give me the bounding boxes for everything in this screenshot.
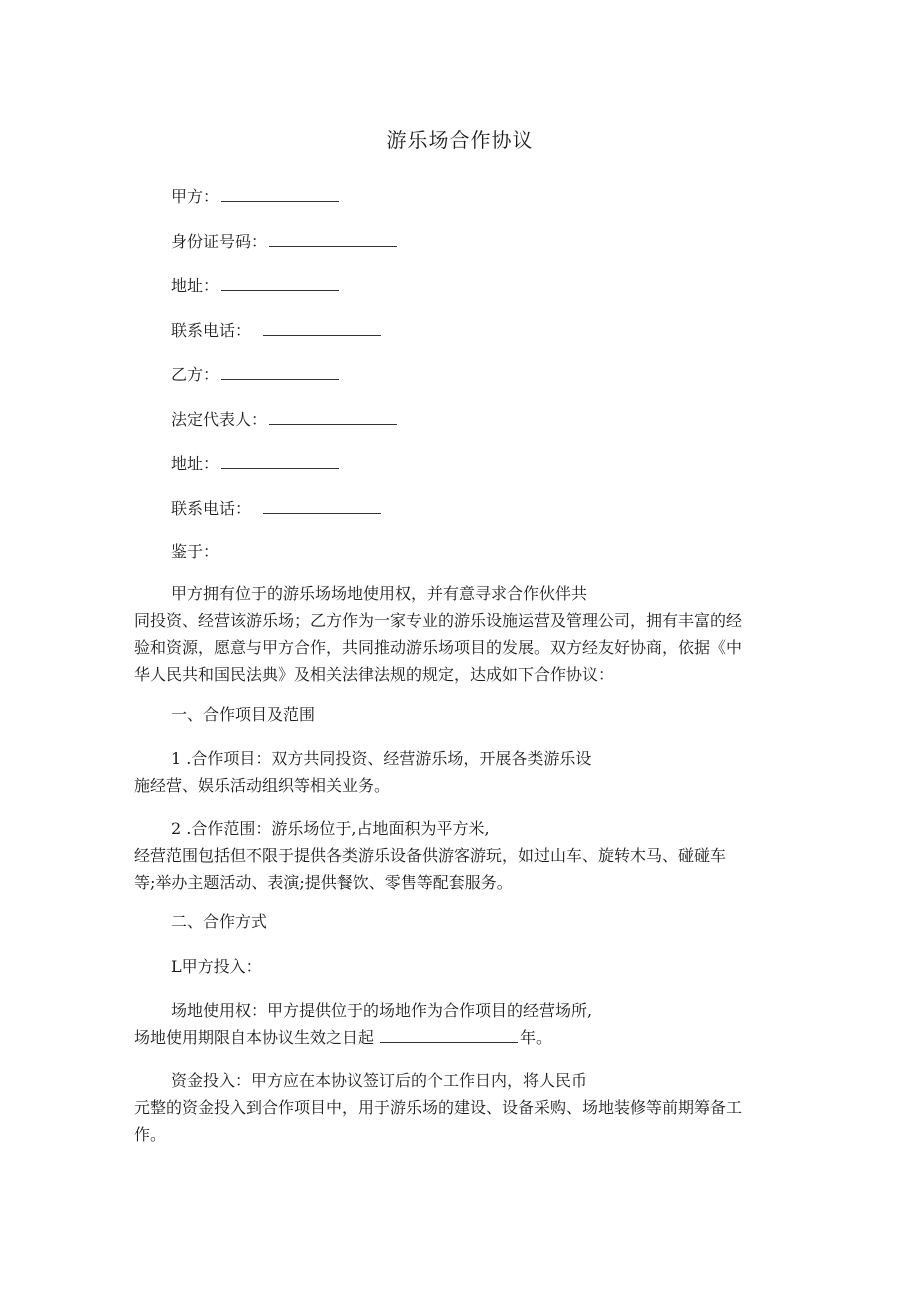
clause-2-line: 经营范围包括但不限于提供各类游乐设备供游客游玩，如过山车、旋转木马、碰碰车 xyxy=(134,846,727,865)
site-use-line: 场地使用权：甲方提供位于的场地作为合作项目的经营场所, xyxy=(171,1001,593,1020)
capital-paragraph xyxy=(134,1067,794,1148)
site-use-suffix: 年。 xyxy=(520,1028,553,1047)
address-a-field xyxy=(171,275,339,297)
clause-1-paragraph xyxy=(134,745,794,799)
preamble-line: 华人民共和国民法典》及相关法律法规的规定，达成如下合作协议： xyxy=(134,665,615,684)
capital-line: 元整的资金投入到合作项目中，用于游乐场的建设、设备采购、场地装修等前期筹备工 xyxy=(134,1098,743,1117)
party-a-blank xyxy=(221,189,339,202)
site-use-years-blank xyxy=(380,1030,518,1043)
clause-2-line: 2 .合作范围：游乐场位于,占地面积为平方米, xyxy=(171,819,490,838)
phone-b-label: 联系电话： xyxy=(171,499,252,518)
clause-2-line: 等;举办主题活动、表演;提供餐饮、零售等配套服务。 xyxy=(134,873,513,892)
capital-line: 资金投入：甲方应在本协议签订后的个工作日内，将人民币 xyxy=(171,1071,588,1090)
address-b-field xyxy=(171,453,339,475)
party-a-field xyxy=(171,186,339,208)
party-a-investment-heading: L甲方投入： xyxy=(171,957,262,976)
address-a-blank xyxy=(221,278,339,291)
phone-b-field xyxy=(171,498,381,520)
clause-2-paragraph xyxy=(134,815,794,896)
legal-rep-field xyxy=(171,409,397,431)
party-b-field xyxy=(171,364,339,386)
preamble-line: 甲方拥有位于的游乐场场地使用权，并有意寻求合作伙伴共 xyxy=(171,584,588,603)
address-b-blank xyxy=(221,456,339,469)
phone-b-blank xyxy=(263,501,381,514)
phone-a-field xyxy=(171,320,381,342)
legal-rep-blank xyxy=(269,412,397,425)
capital-line: 作。 xyxy=(134,1125,167,1144)
party-b-label: 乙方： xyxy=(171,365,220,384)
preamble-line: 验和资源，愿意与甲方合作，共同推动游乐场项目的发展。双方经友好协商，依据《中 xyxy=(134,638,743,657)
document-title: 游乐场合作协议 xyxy=(386,128,534,152)
preamble-line: 同投资、经营该游乐场；乙方作为一家专业的游乐设施运营及管理公司，拥有丰富的经 xyxy=(134,611,743,630)
site-use-line-2 xyxy=(134,1024,794,1051)
clause-1-line: 1 .合作项目：双方共同投资、经营游乐场，开展各类游乐设 xyxy=(171,749,592,768)
party-a-label: 甲方： xyxy=(171,187,220,206)
id-number-label: 身份证号码： xyxy=(171,232,268,251)
id-number-field xyxy=(171,231,397,253)
phone-a-label: 联系电话： xyxy=(171,321,252,340)
id-number-blank xyxy=(269,234,397,247)
section-2-heading: 二、合作方式 xyxy=(171,912,268,931)
address-a-label: 地址： xyxy=(171,276,220,295)
site-use-prefix: 场地使用期限自本协议生效之日起 xyxy=(134,1028,375,1047)
legal-rep-label: 法定代表人： xyxy=(171,410,268,429)
clause-1-line: 施经营、娱乐活动组织等相关业务。 xyxy=(134,776,391,795)
address-b-label: 地址： xyxy=(171,454,220,473)
site-use-paragraph xyxy=(134,997,794,1051)
preamble-paragraph xyxy=(134,580,794,688)
phone-a-blank xyxy=(263,323,381,336)
section-1-heading: 一、合作项目及范围 xyxy=(171,705,316,724)
party-b-blank xyxy=(221,367,339,380)
whereas-label: 鉴于： xyxy=(171,542,220,561)
